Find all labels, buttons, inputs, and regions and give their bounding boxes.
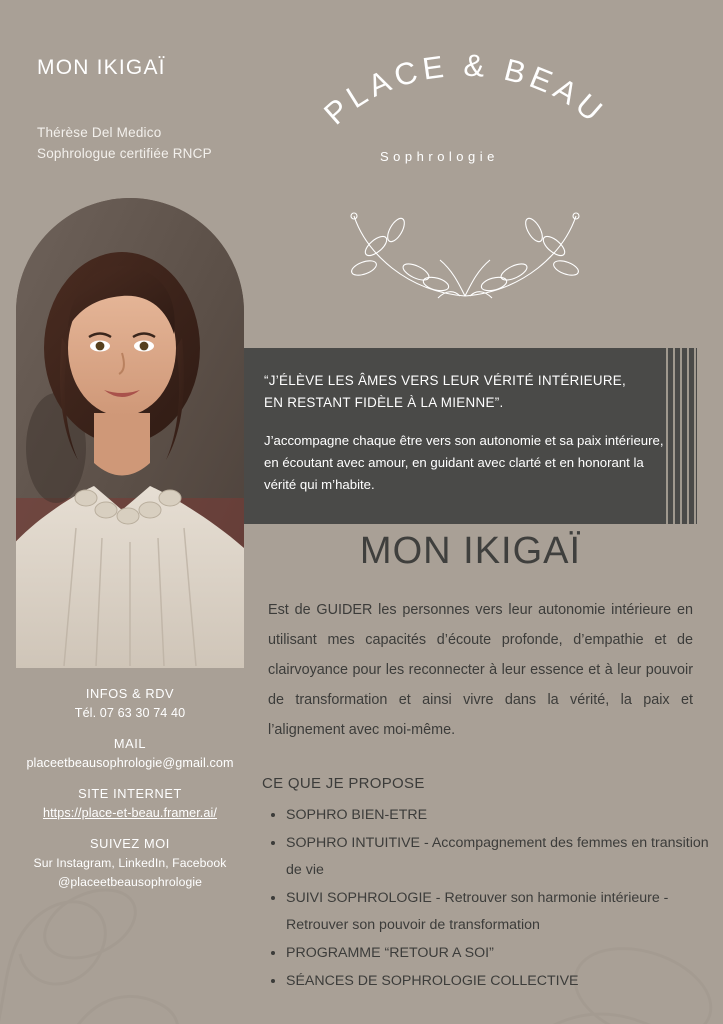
author-block xyxy=(37,122,212,164)
list-item: • SOPHRO INTUITIVE - Accompagnement des femmes en transition de vie xyxy=(286,830,721,884)
contact-site-label: SITE INTERNET xyxy=(78,786,182,801)
quote-panel xyxy=(244,348,697,524)
contact-rdv-label: INFOS & RDV xyxy=(85,686,175,701)
main-paragraph: Est de GUIDER les personnes vers leur autonomie intérieure en utilisant mes capacités d’écoute profonde, d’empathie et de clairvoyance pour les reconnecter à leur essence et à leur pouvoir de transformation et ainsi vivre dans la vérité, la paix et l’alignement avec moi-même. xyxy=(268,602,693,738)
offer-list xyxy=(262,802,721,996)
quote-headline-line2: EN RESTANT FIDÈLE À LA MIENNE”. xyxy=(264,395,504,410)
quote-body: J’accompagne chaque être vers son autonomie et sa paix intérieure, en écoutant avec amour, en guidant avec clarté et en honorant la vérité qui m’habite. xyxy=(264,433,664,492)
contact-follow-handle[interactable]: @placeetbeausophrologie xyxy=(57,875,203,889)
contact-mail-value[interactable]: placeetbeausophrologie@gmail.com xyxy=(26,756,234,770)
list-item: • SÉANCES DE SOPHROLOGIE COLLECTIVE xyxy=(286,968,721,995)
portrait-illustration xyxy=(16,198,244,668)
contact-block xyxy=(8,686,252,889)
stripe-decoration xyxy=(663,348,697,524)
offer-section-title: CE QUE JE PROPOSE xyxy=(262,775,425,792)
quote-headline-line1: “J’ÉLÈVE LES ÂMES VERS LEUR VÉRITÉ INTÉRIEURE, xyxy=(264,373,627,388)
page-kicker: MON IKIGAÏ xyxy=(37,56,166,79)
list-item: • PROGRAMME “RETOUR A SOI” xyxy=(286,940,721,967)
contact-mail-label: MAIL xyxy=(113,736,147,751)
quote-headline xyxy=(264,370,659,414)
laurel-branch-icon xyxy=(320,194,610,314)
list-item: • SUIVI SOPHROLOGIE - Retrouver son harmonie intérieure - Retrouver son pouvoir de transformation xyxy=(286,885,721,939)
svg-text:PLACE & BEAU xyxy=(317,48,613,132)
author-name: Thérèse Del Medico xyxy=(37,125,162,140)
contact-site-link[interactable]: https://place-et-beau.framer.ai/ xyxy=(42,806,217,820)
author-role: Sophrologue certifiée RNCP xyxy=(37,146,212,161)
portrait-photo xyxy=(16,198,244,668)
brand-logo xyxy=(300,34,660,294)
logo-arc-label: PLACE & BEAU xyxy=(317,47,613,132)
contact-phone-value[interactable]: Tél. 07 63 30 74 40 xyxy=(74,706,186,720)
contact-follow-label: SUIVEZ MOI xyxy=(90,836,170,851)
list-item: • SOPHRO BIEN-ETRE xyxy=(286,802,721,829)
page-title: MON IKIGAÏ xyxy=(359,530,582,572)
logo-subtitle: Sophrologie xyxy=(380,149,499,164)
contact-follow-networks: Sur Instagram, LinkedIn, Facebook xyxy=(33,856,227,870)
